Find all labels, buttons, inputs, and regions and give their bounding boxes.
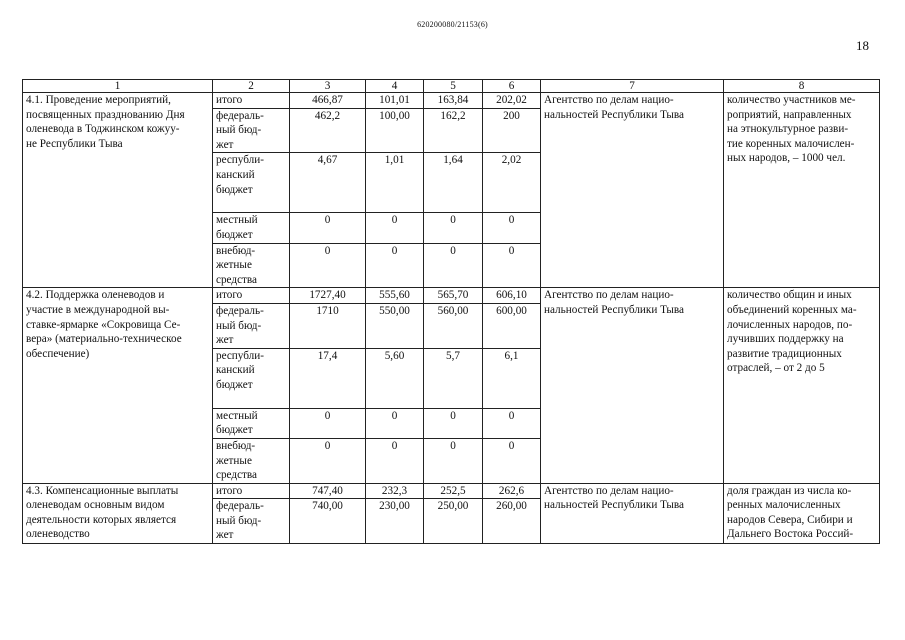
amount-cell: 200 <box>483 108 541 153</box>
column-number: 4 <box>366 80 424 93</box>
amount-cell: 6,1 <box>483 348 541 408</box>
amount-cell: 262,6 <box>483 483 541 499</box>
amount-cell: 606,10 <box>483 288 541 304</box>
funding-source-cell: местный бюджет <box>213 408 290 438</box>
amount-cell: 466,87 <box>290 93 366 109</box>
funding-source-cell: федераль- ный бюд- жет <box>213 108 290 153</box>
column-number-row <box>23 80 880 93</box>
column-number: 5 <box>424 80 483 93</box>
amount-cell: 1727,40 <box>290 288 366 304</box>
funding-source-cell: республи- канский бюджет <box>213 348 290 408</box>
amount-cell: 230,00 <box>366 499 424 544</box>
amount-cell: 0 <box>483 213 541 243</box>
funding-source-cell: итого <box>213 483 290 499</box>
amount-cell: 0 <box>366 213 424 243</box>
funding-source-cell: итого <box>213 288 290 304</box>
target-indicator-cell: доля граждан из числа ко- ренных малочисленных народов Севера, Сибири и Дальнего Востока Россий- <box>724 483 880 543</box>
amount-cell: 163,84 <box>424 93 483 109</box>
amount-cell: 17,4 <box>290 348 366 408</box>
responsible-agency-cell: Агентство по делам нацио- нальностей Республики Тыва <box>541 288 724 483</box>
document-number: 620200080/21153(6) <box>417 20 488 29</box>
activity-cell: 4.1. Проведение мероприятий, посвященных празднованию Дня оленевода в Тоджинском кожуу- не Республики Тыва <box>23 93 213 288</box>
amount-cell: 101,01 <box>366 93 424 109</box>
amount-cell: 2,02 <box>483 153 541 213</box>
funding-source-cell: местный бюджет <box>213 213 290 243</box>
amount-cell: 202,02 <box>483 93 541 109</box>
table-row <box>23 93 880 109</box>
activity-cell: 4.2. Поддержка оленеводов и участие в международной вы- ставке-ярмарке «Сокровища Се- вера» (материально-техническое обеспечение) <box>23 288 213 483</box>
amount-cell: 0 <box>424 438 483 483</box>
amount-cell: 1,64 <box>424 153 483 213</box>
amount-cell: 250,00 <box>424 499 483 544</box>
target-indicator-cell: количество участников ме- роприятий, направленных на этнокультурное разви- тие коренных малочислен- ных народов, – 1000 чел. <box>724 93 880 288</box>
amount-cell: 1,01 <box>366 153 424 213</box>
responsible-agency-cell: Агентство по делам нацио- нальностей Республики Тыва <box>541 483 724 543</box>
amount-cell: 0 <box>483 243 541 288</box>
amount-cell: 0 <box>290 408 366 438</box>
funding-source-cell: федераль- ный бюд- жет <box>213 499 290 544</box>
amount-cell: 0 <box>424 213 483 243</box>
amount-cell: 740,00 <box>290 499 366 544</box>
amount-cell: 232,3 <box>366 483 424 499</box>
amount-cell: 1710 <box>290 303 366 348</box>
funding-source-cell: внебюд- жетные средства <box>213 438 290 483</box>
table-row <box>23 483 880 499</box>
amount-cell: 100,00 <box>366 108 424 153</box>
amount-cell: 0 <box>290 243 366 288</box>
amount-cell: 4,67 <box>290 153 366 213</box>
funding-source-cell: республи- канский бюджет <box>213 153 290 213</box>
column-number: 8 <box>724 80 880 93</box>
funding-source-cell: итого <box>213 93 290 109</box>
page-number: 18 <box>856 38 869 53</box>
amount-cell: 565,70 <box>424 288 483 304</box>
amount-cell: 0 <box>424 408 483 438</box>
amount-cell: 5,60 <box>366 348 424 408</box>
amount-cell: 0 <box>366 243 424 288</box>
amount-cell: 252,5 <box>424 483 483 499</box>
column-number: 2 <box>213 80 290 93</box>
target-indicator-cell: количество общин и иных объединений коренных ма- лочисленных народов, по- лучивших поддержку на развитие традиционных отраслей, – от 2 до 5 <box>724 288 880 483</box>
responsible-agency-cell: Агентство по делам нацио- нальностей Республики Тыва <box>541 93 724 288</box>
column-number: 7 <box>541 80 724 93</box>
amount-cell: 555,60 <box>366 288 424 304</box>
funding-source-cell: федераль- ный бюд- жет <box>213 303 290 348</box>
amount-cell: 0 <box>290 438 366 483</box>
amount-cell: 462,2 <box>290 108 366 153</box>
funding-source-cell: внебюд- жетные средства <box>213 243 290 288</box>
amount-cell: 0 <box>366 408 424 438</box>
amount-cell: 260,00 <box>483 499 541 544</box>
amount-cell: 560,00 <box>424 303 483 348</box>
amount-cell: 600,00 <box>483 303 541 348</box>
amount-cell: 0 <box>424 243 483 288</box>
amount-cell: 0 <box>290 213 366 243</box>
column-number: 6 <box>483 80 541 93</box>
amount-cell: 0 <box>366 438 424 483</box>
program-activities-table <box>22 79 880 544</box>
table-body <box>23 80 880 544</box>
column-number: 3 <box>290 80 366 93</box>
table-row <box>23 288 880 304</box>
amount-cell: 747,40 <box>290 483 366 499</box>
amount-cell: 550,00 <box>366 303 424 348</box>
amount-cell: 0 <box>483 408 541 438</box>
amount-cell: 0 <box>483 438 541 483</box>
activity-cell: 4.3. Компенсационные выплаты оленеводам основным видом деятельности которых является оленеводство <box>23 483 213 543</box>
amount-cell: 5,7 <box>424 348 483 408</box>
column-number: 1 <box>23 80 213 93</box>
amount-cell: 162,2 <box>424 108 483 153</box>
